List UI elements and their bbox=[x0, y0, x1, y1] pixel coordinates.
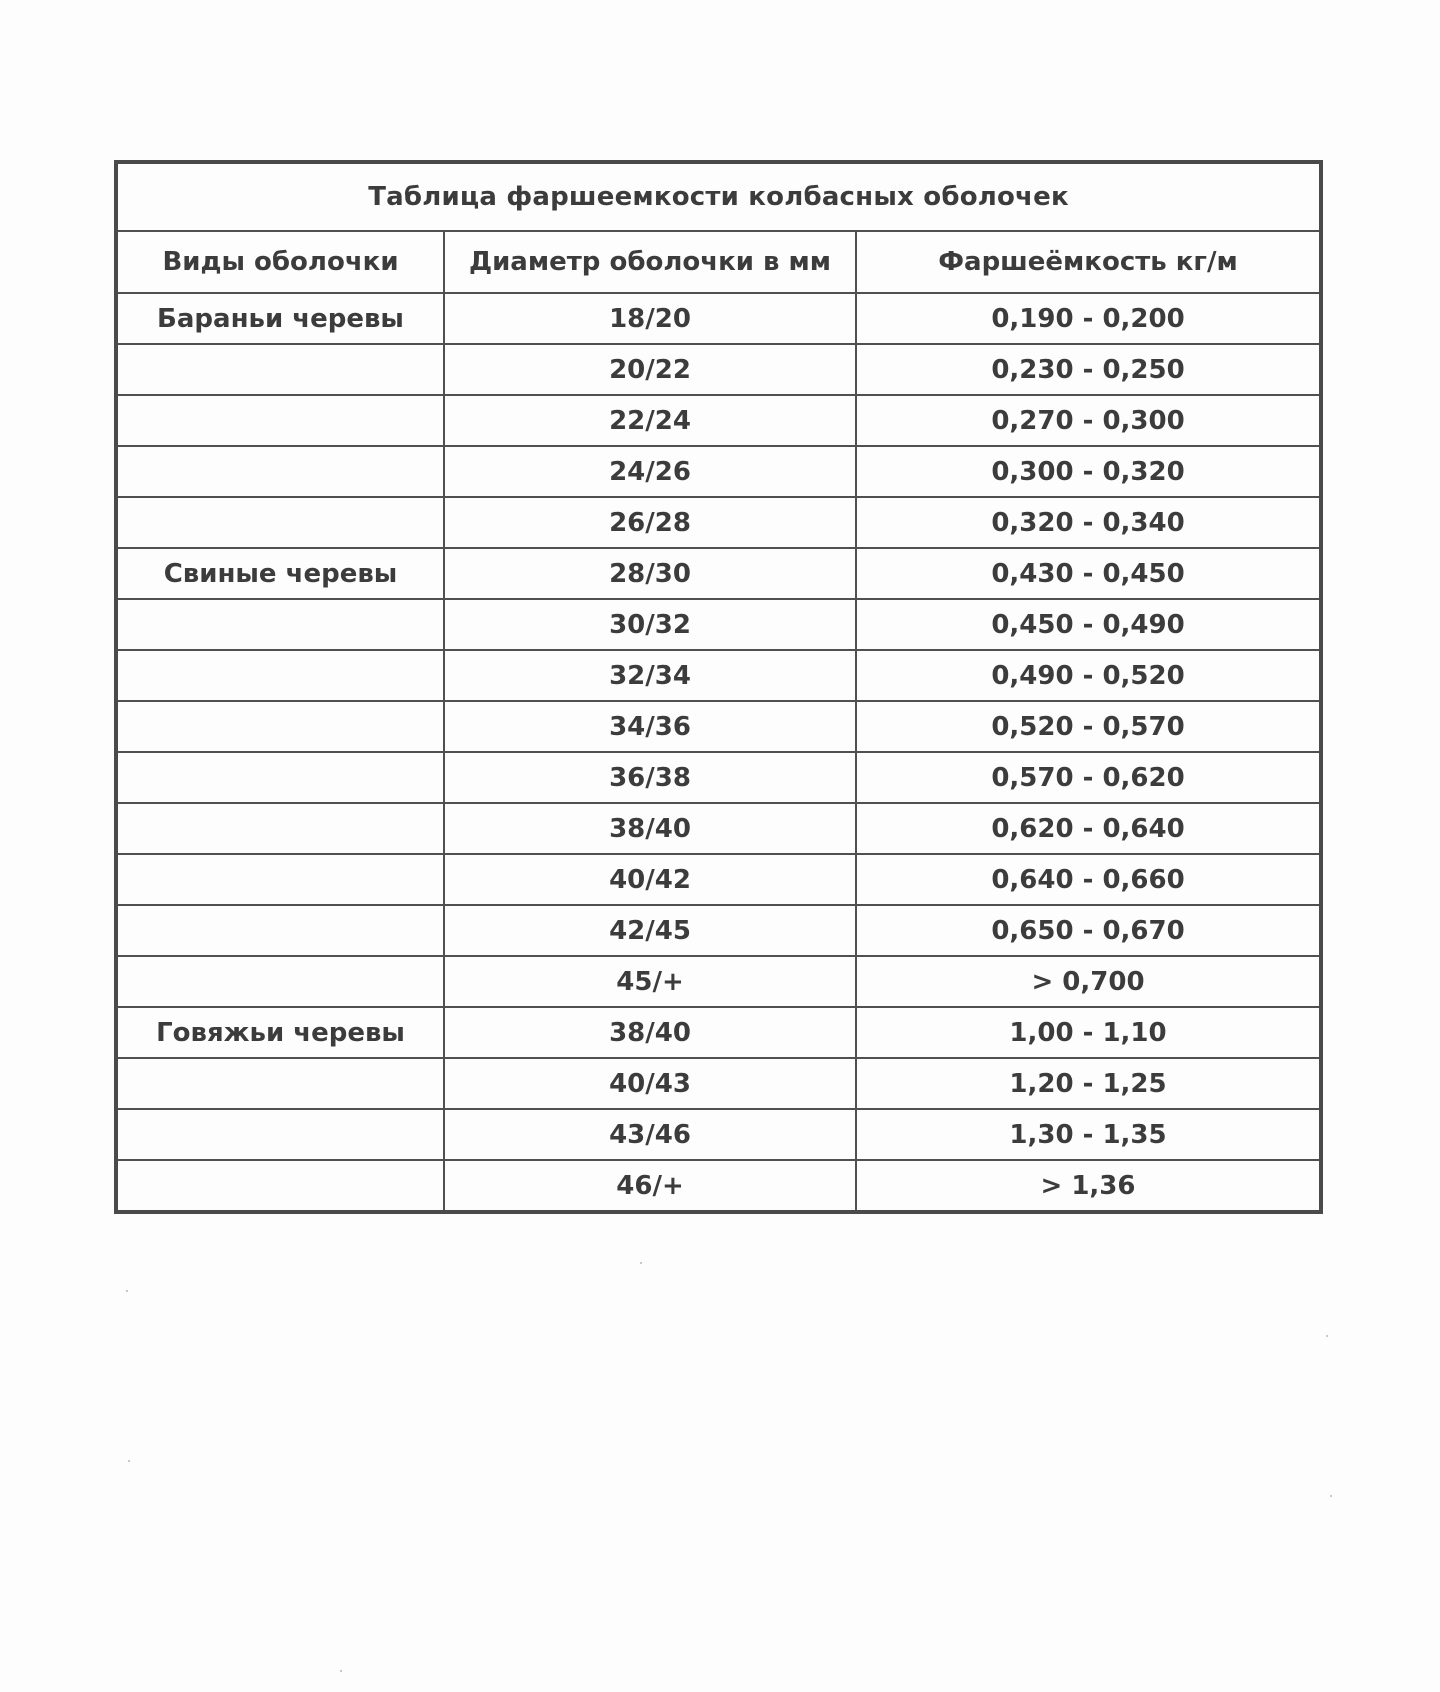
casing-diameter-cell: 34/36 bbox=[444, 701, 856, 752]
table-row bbox=[116, 650, 1321, 701]
table-row bbox=[116, 1109, 1321, 1160]
stuffing-capacity-cell: 0,520 - 0,570 bbox=[856, 701, 1321, 752]
table-row bbox=[116, 956, 1321, 1007]
casing-type-cell: Бараньи черевы bbox=[116, 293, 444, 344]
stuffing-capacity-cell: 0,490 - 0,520 bbox=[856, 650, 1321, 701]
casing-type-cell bbox=[116, 650, 444, 701]
header-stuffing-capacity: Фаршеёмкость кг/м bbox=[856, 231, 1321, 293]
table-row bbox=[116, 905, 1321, 956]
casing-diameter-cell: 32/34 bbox=[444, 650, 856, 701]
casing-type-cell bbox=[116, 752, 444, 803]
table-row bbox=[116, 497, 1321, 548]
stuffing-capacity-cell: 0,230 - 0,250 bbox=[856, 344, 1321, 395]
stuffing-capacity-cell: 0,620 - 0,640 bbox=[856, 803, 1321, 854]
stuffing-capacity-cell: 1,20 - 1,25 bbox=[856, 1058, 1321, 1109]
table-row bbox=[116, 548, 1321, 599]
table-row bbox=[116, 395, 1321, 446]
casing-diameter-cell: 45/+ bbox=[444, 956, 856, 1007]
stuffing-capacity-cell: 0,270 - 0,300 bbox=[856, 395, 1321, 446]
casing-type-cell bbox=[116, 395, 444, 446]
casing-type-cell bbox=[116, 446, 444, 497]
casing-diameter-cell: 40/42 bbox=[444, 854, 856, 905]
casing-type-cell bbox=[116, 1109, 444, 1160]
stuffing-capacity-cell: 1,00 - 1,10 bbox=[856, 1007, 1321, 1058]
table-title: Таблица фаршеемкости колбасных оболочек bbox=[116, 162, 1321, 231]
stuffing-capacity-cell: > 1,36 bbox=[856, 1160, 1321, 1212]
casing-diameter-cell: 18/20 bbox=[444, 293, 856, 344]
stuffing-capacity-cell: 0,300 - 0,320 bbox=[856, 446, 1321, 497]
table-row bbox=[116, 293, 1321, 344]
casing-type-cell: Говяжьи черевы bbox=[116, 1007, 444, 1058]
table-row bbox=[116, 1160, 1321, 1212]
stuffing-capacity-cell: 0,430 - 0,450 bbox=[856, 548, 1321, 599]
casing-type-cell bbox=[116, 599, 444, 650]
table-body bbox=[116, 293, 1321, 1212]
scan-speck bbox=[640, 1262, 642, 1264]
casing-type-cell bbox=[116, 854, 444, 905]
casing-diameter-cell: 38/40 bbox=[444, 803, 856, 854]
table-row bbox=[116, 1058, 1321, 1109]
scan-speck bbox=[128, 1460, 130, 1462]
casing-type-cell bbox=[116, 1160, 444, 1212]
casing-diameter-cell: 42/45 bbox=[444, 905, 856, 956]
stuffing-capacity-cell: 0,320 - 0,340 bbox=[856, 497, 1321, 548]
stuffing-capacity-cell: 1,30 - 1,35 bbox=[856, 1109, 1321, 1160]
scan-speck bbox=[1326, 1335, 1328, 1337]
table-row bbox=[116, 344, 1321, 395]
casing-type-cell bbox=[116, 1058, 444, 1109]
scan-speck bbox=[1330, 1495, 1332, 1497]
stuffing-capacity-cell: 0,190 - 0,200 bbox=[856, 293, 1321, 344]
casing-diameter-cell: 20/22 bbox=[444, 344, 856, 395]
stuffing-capacity-cell: 0,450 - 0,490 bbox=[856, 599, 1321, 650]
table-row bbox=[116, 446, 1321, 497]
casing-diameter-cell: 38/40 bbox=[444, 1007, 856, 1058]
casing-diameter-cell: 40/43 bbox=[444, 1058, 856, 1109]
scan-speck bbox=[126, 1290, 128, 1292]
table-row bbox=[116, 1007, 1321, 1058]
header-casing-diameter: Диаметр оболочки в мм bbox=[444, 231, 856, 293]
stuffing-capacity-cell: 0,640 - 0,660 bbox=[856, 854, 1321, 905]
casing-type-cell bbox=[116, 905, 444, 956]
casing-type-cell: Свиные черевы bbox=[116, 548, 444, 599]
table-row bbox=[116, 701, 1321, 752]
casing-diameter-cell: 43/46 bbox=[444, 1109, 856, 1160]
casing-type-cell bbox=[116, 497, 444, 548]
casing-diameter-cell: 26/28 bbox=[444, 497, 856, 548]
casing-diameter-cell: 22/24 bbox=[444, 395, 856, 446]
casing-diameter-cell: 28/30 bbox=[444, 548, 856, 599]
scan-speck bbox=[340, 1670, 342, 1672]
table-row bbox=[116, 803, 1321, 854]
casing-diameter-cell: 24/26 bbox=[444, 446, 856, 497]
casing-type-cell bbox=[116, 803, 444, 854]
casing-diameter-cell: 36/38 bbox=[444, 752, 856, 803]
casing-type-cell bbox=[116, 344, 444, 395]
table-row bbox=[116, 752, 1321, 803]
stuffing-capacity-cell: > 0,700 bbox=[856, 956, 1321, 1007]
stuffing-capacity-cell: 0,650 - 0,670 bbox=[856, 905, 1321, 956]
casing-diameter-cell: 46/+ bbox=[444, 1160, 856, 1212]
table-row bbox=[116, 854, 1321, 905]
stuffing-capacity-cell: 0,570 - 0,620 bbox=[856, 752, 1321, 803]
header-casing-type: Виды оболочки bbox=[116, 231, 444, 293]
table-row bbox=[116, 599, 1321, 650]
casing-diameter-cell: 30/32 bbox=[444, 599, 856, 650]
casing-type-cell bbox=[116, 701, 444, 752]
casing-capacity-table bbox=[114, 160, 1323, 1214]
casing-type-cell bbox=[116, 956, 444, 1007]
